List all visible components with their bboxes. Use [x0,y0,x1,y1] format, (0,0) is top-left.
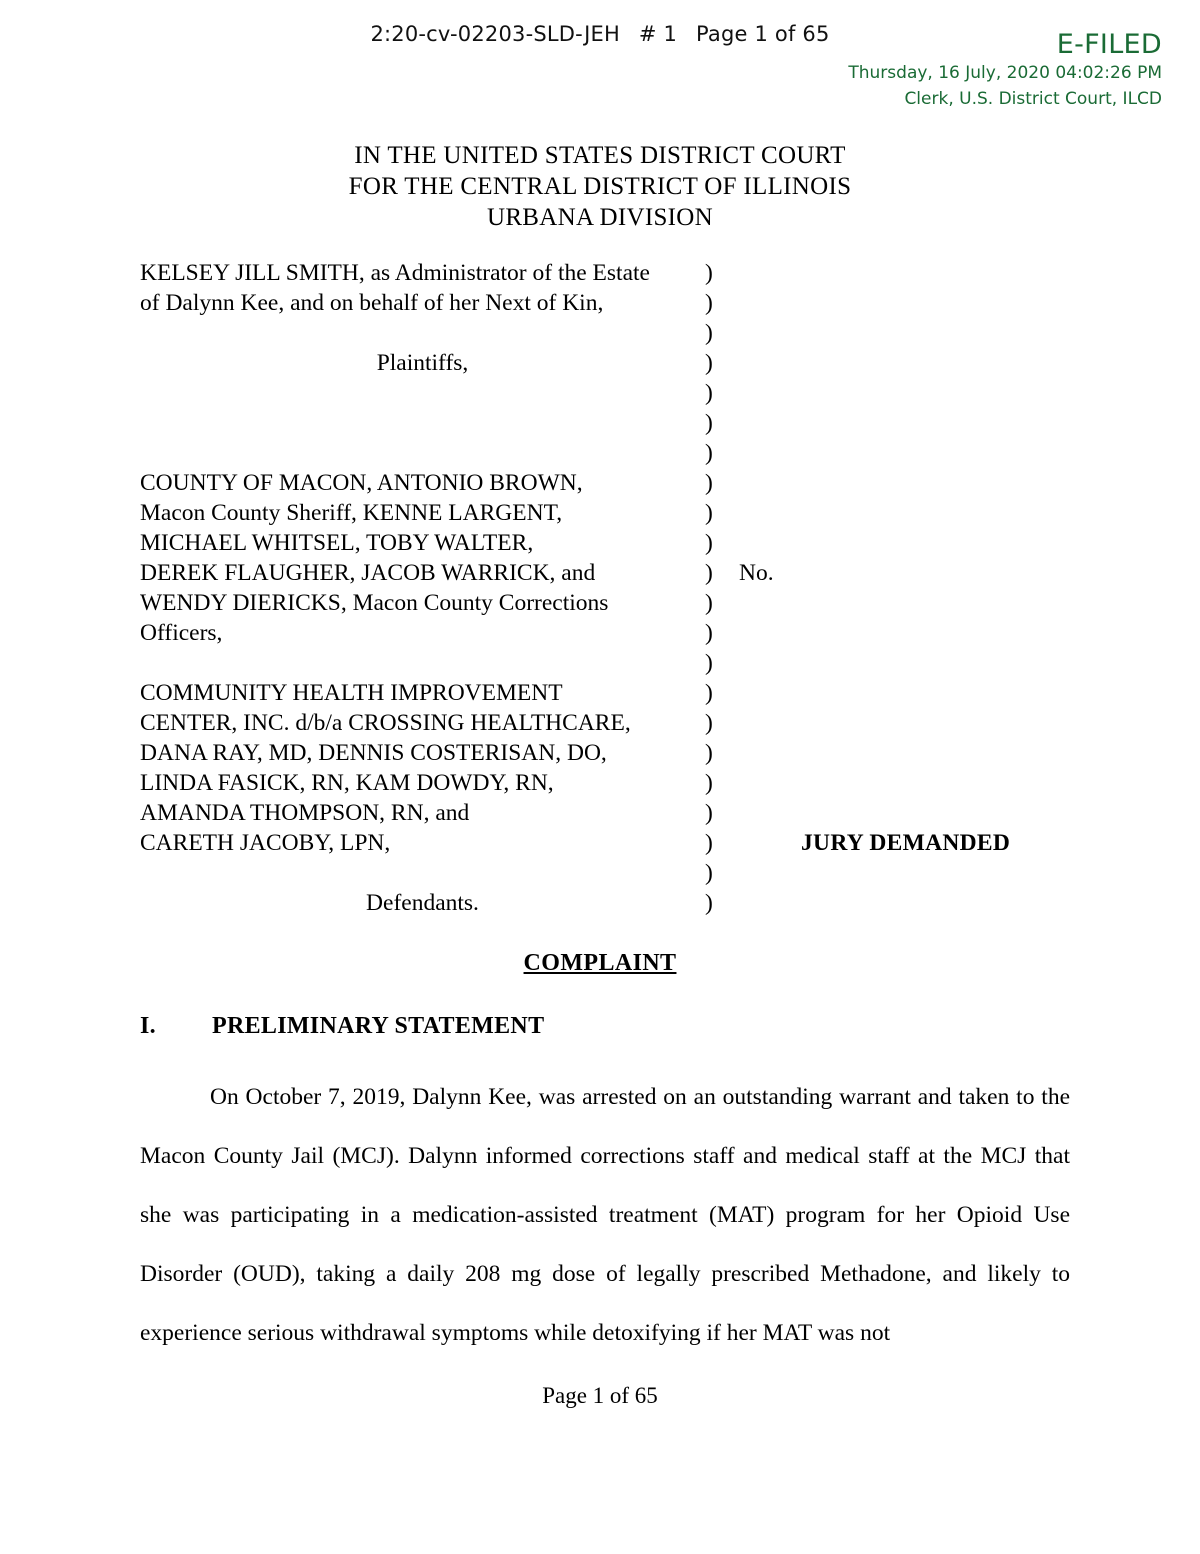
caption-party-text: COUNTY OF MACON, ANTONIO BROWN, [140,470,583,496]
caption-row [140,618,1070,648]
caption-party-text: LINDA FASICK, RN, KAM DOWDY, RN, [140,770,554,796]
caption-paren: ) [705,350,713,376]
caption-row [140,438,1070,468]
caption-paren: ) [705,290,713,316]
caption-paren: ) [705,260,713,286]
caption-paren: ) [705,560,713,586]
caption-row [140,708,1070,738]
header-page-label: Page 1 of 65 [695,22,830,46]
caption-paren: ) [705,890,713,916]
caption-party-text: DEREK FLAUGHER, JACOB WARRICK, and [140,560,596,586]
efiled-clerk: Clerk, U.S. District Court, ILCD [904,89,1162,109]
footer-page-label: Page 1 of 65 [542,1383,658,1408]
caption-paren: ) [705,620,713,646]
caption-paren: ) [705,770,713,796]
caption-row [140,348,1070,378]
caption-row [140,678,1070,708]
case-caption [140,258,1070,918]
caption-paren: ) [705,380,713,406]
caption-party-text: COMMUNITY HEALTH IMPROVEMENT [140,680,563,706]
court-heading [0,140,1200,233]
caption-party-text: of Dalynn Kee, and on behalf of her Next of Kin, [140,290,604,316]
efiled-title: E-FILED [1056,29,1162,60]
caption-paren: ) [705,830,713,856]
caption-paren: ) [705,710,713,736]
caption-row [140,858,1070,888]
caption-party-text: DANA RAY, MD, DENNIS COSTERISAN, DO, [140,740,607,766]
caption-row [140,528,1070,558]
caption-party-text: CARETH JACOBY, LPN, [140,830,391,856]
caption-row [140,408,1070,438]
caption-row [140,378,1070,408]
caption-row [140,738,1070,768]
section-title: PRELIMINARY STATEMENT [212,1013,545,1039]
caption-row [140,258,1070,288]
section-number: I. [140,1013,156,1039]
caption-row [140,588,1070,618]
court-heading-line-2: FOR THE CENTRAL DISTRICT OF ILLINOIS [348,173,852,200]
caption-paren: ) [705,410,713,436]
caption-party-text: Officers, [140,620,223,646]
caption-party-text: WENDY DIERICKS, Macon County Corrections [140,590,609,616]
caption-paren: ) [705,680,713,706]
efiled-stamp [848,30,1162,112]
caption-party-text: Macon County Sheriff, KENNE LARGENT, [140,500,563,526]
caption-paren: ) [705,650,713,676]
caption-party-text: Defendants. [366,890,479,916]
preliminary-statement-paragraph: On October 7, 2019, Dalynn Kee, was arrested on an outstanding warrant and taken to the Macon County Jail (MCJ). Dalynn informed corrections staff and medical staff at the MCJ that she was participating in a medication-assisted treatment (MAT) program for her Opioid Use Disorder (OUD), taking a daily 208 mg dose of legally prescribed Methadone, and likely to experience serious withdrawal symptoms while detoxifying if her MAT was not [140,1084,1070,1346]
caption-party-text: KELSEY JILL SMITH, as Administrator of the Estate [140,260,650,286]
court-heading-line-3: URBANA DIVISION [486,204,714,231]
caption-paren: ) [705,860,713,886]
caption-party-text: CENTER, INC. d/b/a CROSSING HEALTHCARE, [140,710,631,736]
case-number: 2:20-cv-02203-SLD-JEH [370,22,620,46]
caption-right-text: No. [739,560,774,586]
jury-demand-label: JURY DEMANDED [801,830,1011,856]
caption-paren: ) [705,740,713,766]
caption-row [140,828,1070,858]
complaint-title [0,950,1200,977]
complaint-title-text: COMPLAINT [523,950,677,976]
caption-paren: ) [705,590,713,616]
section-heading [140,1013,1070,1040]
caption-paren: ) [705,530,713,556]
caption-paren: ) [705,500,713,526]
document-number: # 1 [638,22,678,46]
caption-party-text: MICHAEL WHITSEL, TOBY WALTER, [140,530,534,556]
caption-row [140,498,1070,528]
caption-row [140,468,1070,498]
caption-row [140,318,1070,348]
caption-party-text: Plaintiffs, [376,350,469,376]
caption-row [140,648,1070,678]
caption-row [140,288,1070,318]
caption-party-text: AMANDA THOMPSON, RN, and [140,800,470,826]
caption-row [140,798,1070,828]
filing-stamp-row [0,22,1200,122]
efiled-datetime: Thursday, 16 July, 2020 04:02:26 PM [848,63,1162,83]
caption-paren: ) [705,320,713,346]
caption-row [140,768,1070,798]
court-heading-line-1: IN THE UNITED STATES DISTRICT COURT [354,142,846,169]
caption-row [140,888,1070,918]
caption-paren: ) [705,470,713,496]
caption-row [140,558,1070,588]
caption-paren: ) [705,440,713,466]
caption-paren: ) [705,800,713,826]
